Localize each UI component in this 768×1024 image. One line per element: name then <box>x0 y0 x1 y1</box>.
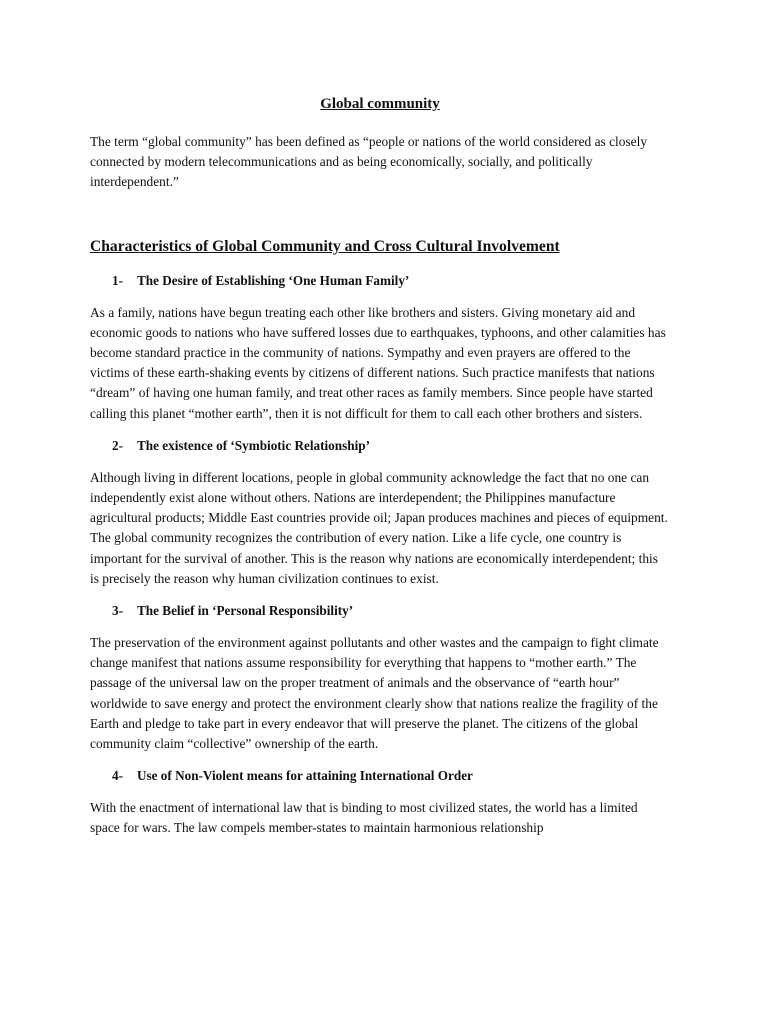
item-heading-text: The existence of ‘Symbiotic Relationship’ <box>137 437 370 453</box>
characteristic-item-1 <box>90 271 670 424</box>
intro-paragraph: The term “global community” has been defined as “people or nations of the world considered as closely connected by modern telecommunications and as being economically, socially, and politically interdependent.” <box>90 134 648 190</box>
characteristic-item-4 <box>90 766 670 838</box>
item-number: 4- <box>112 768 123 784</box>
item-heading-text: Use of Non-Violent means for attaining International Order <box>137 768 473 784</box>
document-title: Global community <box>320 96 440 112</box>
item-heading <box>90 601 670 621</box>
item-number: 2- <box>112 437 123 453</box>
item-heading <box>90 766 670 786</box>
item-number: 3- <box>112 603 123 619</box>
item-heading-text: The Desire of Establishing ‘One Human Family’ <box>137 272 410 288</box>
item-heading <box>90 436 670 456</box>
item-heading-text: The Belief in ‘Personal Responsibility’ <box>137 603 354 619</box>
item-body: As a family, nations have begun treating each other like brothers and sisters. Giving monetary aid and economic goods to nations who have suffered losses due to earthquakes, typhoons, and other calamities has become standard practice in the community of nations. Sympathy and even prayers are offered to the victims of these earth-shaking events by citizens of different nations. Such practice manifests that nations “dream” of having one human family, and treat other races as family members. Since people have started calling this planet “mother earth”, then it is not difficult for them to call each other brothers and sisters. <box>90 304 666 421</box>
characteristic-item-3 <box>90 601 670 754</box>
item-heading <box>90 271 670 291</box>
document-page <box>90 94 670 851</box>
characteristic-item-2 <box>90 436 670 589</box>
item-body: Although living in different locations, people in global community acknowledge the fact that no one can independently exist alone without others. Nations are interdependent; the Philippines manufacture agricultural products; Middle East countries provide oil; Japan produces machines and pieces of equipment. The global community recognizes the contribution of every nation. Like a life cycle, one country is important for the survival of another. This is the reason why nations are economically interdependent; this is precisely the reason why human civilization continues to exist. <box>90 469 668 586</box>
item-number: 1- <box>112 272 123 288</box>
item-body: With the enactment of international law that is binding to most civilized states, the world has a limited space for wars. The law compels member-states to maintain harmonious relationship <box>90 800 638 836</box>
section-heading: Characteristics of Global Community and Cross Cultural Involvement <box>90 237 560 255</box>
item-body: The preservation of the environment against pollutants and other wastes and the campaign to fight climate change manifest that nations assume responsibility for everything that happens to “mother earth.” The passage of the universal law on the proper treatment of animals and the observance of “earth hour” worldwide to save energy and protect the environment clearly show that nations realize the fragility of the Earth and pledge to take part in every endeavor that will preserve the planet. The citizens of the global community claim “collective” ownership of the earth. <box>90 635 659 752</box>
